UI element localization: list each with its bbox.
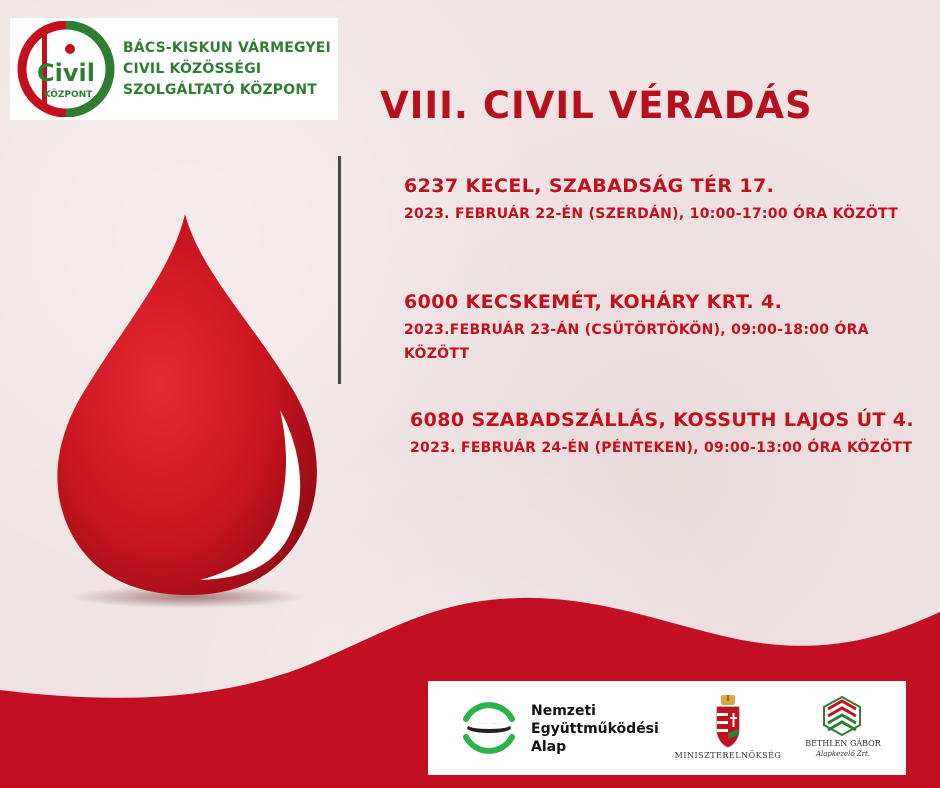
nea-name (531, 702, 659, 756)
event-time: 2023. FEBRUÁR 24-ÉN (PÉNTEKEN), 09:00-13:00 ÓRA KÖZÖTT (410, 440, 913, 456)
nea-line: Együttműködési (531, 721, 659, 737)
bethlen-gabor-logo-icon (822, 695, 862, 737)
event-kecel (404, 172, 924, 226)
bethlen-sub: Alapkezelő Zrt. (815, 750, 871, 758)
hungarian-crest-icon (715, 695, 741, 749)
logo-line-1: BÁCS-KISKUN VÁRMEGYEI (123, 40, 331, 56)
event-time: 2023. FEBRUÁR 22-ÉN (SZERDÁN), 10:00-17:00 ÓRA KÖZÖTT (404, 206, 899, 222)
logo-mark-subword: KÖZPONT (43, 90, 93, 100)
bethlen-gabor-label (788, 738, 898, 760)
event-place: 6237 KECEL, SZABADSÁG TÉR 17. (404, 175, 775, 197)
event-kecskemet (404, 288, 924, 366)
nea-logo-icon (458, 697, 520, 759)
civil-kozpont-logo (10, 18, 338, 120)
event-place: 6080 SZABADSZÁLLÁS, KOSSUTH LAJOS ÚT 4. (410, 409, 915, 431)
vertical-divider (338, 156, 341, 384)
event-szabadszallas (410, 406, 926, 460)
page-title: VIII. CIVIL VÉRADÁS (380, 84, 813, 127)
ministry-label: MINISZTERELNÖKSÉG (674, 751, 782, 760)
logo-mark-word: Civil (37, 59, 95, 87)
civil-kozpont-logo-icon (14, 21, 118, 117)
logo-line-2: CIVIL KÖZÖSSÉGI (123, 61, 262, 77)
nea-line: Alap (531, 739, 567, 755)
sponsor-bar (428, 681, 906, 775)
nea-line: Nemzeti (531, 703, 596, 719)
event-time: 2023.FEBRUÁR 23-ÁN (CSÜTÖRTÖKÖN), 09:00-18:00 ÓRA KÖZÖTT (404, 322, 869, 362)
logo-line-3: SZOLGÁLTATÓ KÖZPONT (123, 82, 318, 98)
event-place: 6000 KECSKEMÉT, KOHÁRY KRT. 4. (404, 291, 783, 313)
blood-drop-icon (40, 200, 340, 610)
bethlen-name: BETHLEN GÁBOR (805, 739, 881, 748)
